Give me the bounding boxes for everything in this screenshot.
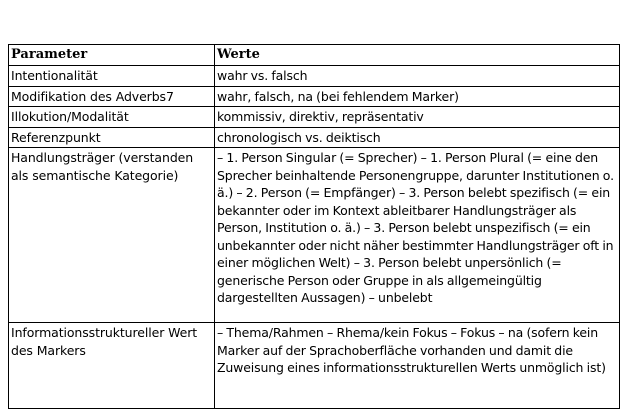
row-werte-cell: – Thema/Rahmen – Rhema/kein Fokus – Fokus – na (sofern kein Marker auf der Sprachoberfläche vorhanden und damit die Zuweisung eines informationsstrukturellen Werts unmöglich ist) [215, 323, 620, 409]
header-werte: Werte [215, 45, 620, 66]
parameter-table [8, 44, 620, 409]
table-row [9, 86, 620, 107]
row-parameter-cell: Intentionalität [9, 66, 215, 87]
row-werte-cell: wahr, falsch, na (bei fehlendem Marker) [215, 86, 620, 107]
row-parameter-cell: Handlungsträger (verstanden als semantische Kategorie) [9, 148, 215, 323]
table-row [9, 66, 620, 87]
row-parameter-cell: Illokution/Modalität [9, 107, 215, 128]
row-parameter-cell: Informationsstruktureller Wert des Markers [9, 323, 215, 409]
row-werte-cell: kommissiv, direktiv, repräsentativ [215, 107, 620, 128]
table-row [9, 107, 620, 128]
table-header-row [9, 45, 620, 66]
row-parameter-cell: Referenzpunkt [9, 127, 215, 148]
row-werte-cell: – 1. Person Singular (= Sprecher) – 1. Person Plural (= eine den Sprecher beinhaltende Personengruppe, darunter Institutionen o. ä.) – 2. Person (= Empfänger) – 3. Person belebt spezifisch (= ein bekannter oder im Kontext ableitbarer Handlungsträger als Person, Institution o. ä.) – 3. Person belebt unspezifisch (= ein unbekannter oder nicht näher bestimmter Handlungsträger oft in einer möglichen Welt) – 3. Person belebt unpersönlich (= generische Person oder Gruppe in als allgemeingültig dargestellten Aussagen) – unbelebt [215, 148, 620, 323]
row-werte-cell: chronologisch vs. deiktisch [215, 127, 620, 148]
table-row [9, 148, 620, 323]
table-row [9, 323, 620, 409]
header-parameter: Parameter [9, 45, 215, 66]
parameter-table-container [8, 44, 619, 409]
row-werte-cell: wahr vs. falsch [215, 66, 620, 87]
row-parameter-cell: Modifikation des Adverbs7 [9, 86, 215, 107]
table-row [9, 127, 620, 148]
